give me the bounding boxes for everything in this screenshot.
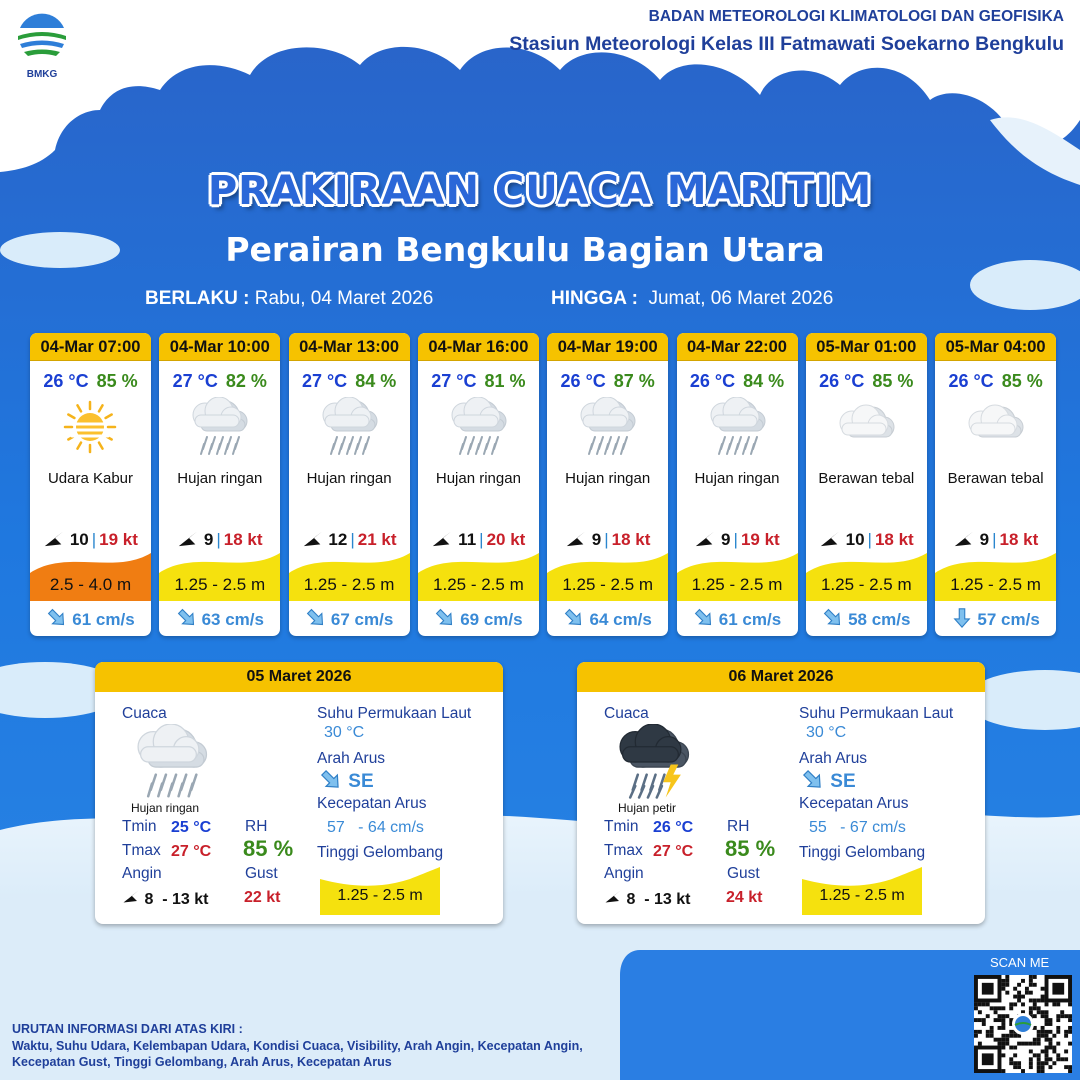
humidity: 81 % [484,371,526,391]
gust-speed: 18 kt [999,530,1039,549]
qr-code-icon [974,975,1072,1073]
gust-speed: 19 kt [740,530,780,549]
humidity: 85 % [872,371,914,391]
air-temp: 27 °C [301,371,348,391]
separator: | [91,530,97,549]
valid-from-label: BERLAKU : [145,288,250,309]
sst-label: Suhu Permukaan Laut [799,705,954,722]
tmin-label: Tmin [122,818,157,835]
weather-icon [319,397,379,457]
tmin-label: Tmin [604,818,639,835]
wave-height: 1.25 - 2.5 m [303,575,395,594]
separator: | [733,530,738,549]
valid-to-label: HINGGA : [551,288,638,309]
current-row [418,607,539,630]
kec-to: - 67 cm/s [840,819,906,836]
air-temp: 26 °C [43,371,89,391]
gust-label: Gust [245,865,278,882]
gust-label: Gust [727,865,760,882]
current-direction-icon [434,607,456,629]
kec-to: - 64 cm/s [358,819,424,836]
arus-value [801,768,856,798]
arus-label: Arah Arus [799,750,868,767]
current-speed: 58 cm/s [848,610,911,629]
gust-speed: 21 kt [357,530,397,549]
forecast-card [159,333,280,636]
scan-label: SCAN ME [990,955,1050,970]
light-rain-icon [189,397,249,457]
daily-date: 05 Maret 2026 [95,662,503,692]
bmkg-logo [14,10,74,80]
wind-direction-icon [122,886,140,904]
current-direction-icon [822,607,844,629]
daily-wind [604,886,691,909]
humidity: 82 % [225,371,267,391]
wave-height: 2.5 - 4.0 m [49,575,132,594]
wave-height: 1.25 - 2.5 m [950,575,1041,594]
kec-value [809,819,906,837]
page-subtitle: Perairan Bengkulu Bagian Utara [225,230,825,269]
daily-summary-panel [577,662,985,924]
kec-from: 55 [809,819,827,836]
daily-wind [122,886,209,909]
current-direction-icon [305,607,327,629]
light-rain-icon [577,397,637,457]
separator: | [867,530,872,549]
logo-text: BMKG [26,69,58,80]
daily-weather-icon [133,724,209,805]
temp-rh [159,371,280,392]
tmin-value: 25 °C [171,819,212,836]
kec-label: Kecepatan Arus [317,795,427,812]
air-temp: 26 °C [819,371,865,391]
forecast-time: 05-Mar 01:00 [806,333,927,361]
light-rain-icon [319,397,379,457]
weather-condition: Hujan ringan [694,470,780,487]
current-direction-icon [693,607,715,629]
temp-rh [806,371,927,392]
kec-value [327,819,424,837]
haze-sun-icon [60,397,120,457]
daily-date: 06 Maret 2026 [577,662,985,692]
weather-condition: Hujan ringan [435,470,521,487]
bmkg-logo-icon [14,10,74,62]
footer-heading: URUTAN INFORMASI DARI ATAS KIRI : [12,1022,243,1036]
separator: | [350,530,355,549]
current-speed: 69 cm/s [460,610,523,629]
forecast-card [289,333,410,636]
wind-speed: 9 [979,530,990,549]
agency-name: BADAN METEOROLOGI KLIMATOLOGI DAN GEOFISIKA [648,8,1064,25]
angin-label: Angin [604,865,644,882]
arus-dir: SE [348,771,374,792]
wind-speed: 9 [203,530,214,549]
weather-icon [60,397,120,457]
tmax-label: Tmax [122,842,161,859]
separator: | [216,530,221,549]
wind-speed: 9 [591,530,602,549]
current-direction-icon [801,768,825,792]
air-temp: 26 °C [689,371,736,391]
current-speed: 67 cm/s [330,610,394,629]
current-direction-icon [46,607,68,629]
tmax-value: 27 °C [171,843,212,860]
wind-speed: 11 [458,530,477,549]
rh-label: RH [727,818,750,835]
weather-icon [836,397,896,457]
forecast-time: 04-Mar 19:00 [547,333,668,361]
overcast-icon [836,397,896,457]
valid-to [551,288,833,310]
wind-speed: 12 [328,530,348,549]
weather-icon [189,397,249,457]
forecast-time: 04-Mar 22:00 [677,333,798,361]
temp-rh [418,371,539,392]
current-row [677,607,798,630]
forecast-time: 04-Mar 07:00 [30,333,151,361]
arus-dir: SE [830,771,856,792]
cuaca-label: Cuaca [604,705,649,722]
current-speed: 57 cm/s [977,610,1040,629]
thunderstorm-icon [615,724,691,800]
agency-header [509,8,1064,56]
humidity: 84 % [355,371,397,391]
qr-code[interactable] [974,975,1072,1073]
daily-condition: Hujan petir [617,801,677,815]
page-title: PRAKIRAAN CUACA MARITIM [207,168,873,214]
separator: | [992,530,997,549]
daily-summary-panel [95,662,503,924]
arus-label: Arah Arus [317,750,386,767]
weather-icon [577,397,637,457]
forecast-time: 04-Mar 16:00 [418,333,539,361]
overcast-icon [965,397,1025,457]
weather-condition: Berawan tebal [818,470,915,487]
current-direction-icon [319,768,343,792]
gust-speed: 19 kt [99,530,138,549]
forecast-card [677,333,798,636]
tmin-value: 26 °C [653,819,694,836]
daily-condition: Hujan ringan [130,801,200,815]
tmax-label: Tmax [604,842,643,859]
daily-wave-height: 1.25 - 2.5 m [337,887,423,904]
valid-from-value: Rabu, 04 Maret 2026 [254,288,434,309]
forecast-card [806,333,927,636]
sst-label: Suhu Permukaan Laut [317,705,472,722]
current-speed: 61 cm/s [718,610,782,629]
cuaca-label: Cuaca [122,705,167,722]
humidity: 85 % [96,371,138,391]
humidity: 84 % [743,371,785,391]
daily-weather-icon [615,724,691,805]
air-temp: 27 °C [172,371,218,391]
wave-height: 1.25 - 2.5 m [174,575,266,594]
wind-to: - 13 kt [162,891,209,908]
daily-wave-height: 1.25 - 2.5 m [819,887,905,904]
temp-rh [289,371,410,392]
forecast-card [418,333,539,636]
weather-icon [707,397,767,457]
current-row [159,607,280,630]
kec-label: Kecepatan Arus [799,795,909,812]
weather-icon [965,397,1025,457]
air-temp: 27 °C [431,371,477,391]
current-row [289,607,410,630]
humidity: 85 % [1001,371,1043,391]
wave-height: 1.25 - 2.5 m [562,575,654,594]
temp-rh [935,371,1056,392]
light-rain-icon [448,397,508,457]
wave-label: Tinggi Gelombang [799,844,926,861]
wave-height: 1.25 - 2.5 m [691,575,783,594]
temp-rh [547,371,668,392]
weather-condition: Udara Kabur [47,470,134,487]
wind-to: - 13 kt [644,891,691,908]
forecast-time: 05-Mar 04:00 [935,333,1056,361]
separator: | [604,530,609,549]
valid-to-value: Jumat, 06 Maret 2026 [648,288,834,309]
separator: | [479,530,484,549]
current-row [30,607,151,630]
wave-height: 1.25 - 2.5 m [820,575,912,594]
arus-value [319,768,374,798]
footer-legend [12,1022,612,1070]
current-row [547,607,668,630]
weather-condition: Berawan tebal [947,470,1044,487]
wind-speed: 10 [69,530,89,549]
wave-height: 1.25 - 2.5 m [433,575,524,594]
valid-from [145,288,433,310]
weather-icon [448,397,508,457]
wind-speed: 10 [845,530,865,549]
gust-speed: 20 kt [486,530,526,549]
current-row [935,607,1056,630]
rh-value: 85 % [725,836,776,861]
weather-condition: Hujan ringan [177,470,263,487]
gust-value: 22 kt [244,889,281,906]
current-direction-icon [563,607,585,629]
kec-from: 57 [327,819,345,836]
humidity: 87 % [613,371,655,391]
wind-speed: 9 [721,530,731,549]
temp-rh [30,371,151,392]
angin-label: Angin [122,865,162,882]
gust-value: 24 kt [726,889,763,906]
light-rain-icon [133,724,209,800]
wave-label: Tinggi Gelombang [317,844,444,861]
footer-text: Waktu, Suhu Udara, Kelembapan Udara, Kondisi Cuaca, Visibility, Arah Angin, Kecepatan Angin, Kecepatan Gust, Tinggi Gelombang, Arah Arus, Kecepatan Arus [12,1039,583,1069]
forecast-time: 04-Mar 10:00 [159,333,280,361]
current-speed: 64 cm/s [589,610,652,629]
current-speed: 63 cm/s [201,610,264,629]
tmax-value: 27 °C [653,843,694,860]
rh-value: 85 % [243,836,294,861]
sst-value: 30 °C [806,724,847,741]
forecast-card [30,333,151,636]
station-name: Stasiun Meteorologi Kelas III Fatmawati Soekarno Bengkulu [509,33,1064,55]
gust-speed: 18 kt [223,530,263,549]
temp-rh [677,371,798,392]
forecast-card [547,333,668,636]
gust-speed: 18 kt [874,530,914,549]
wind-direction-icon [604,886,622,904]
current-row [806,607,927,630]
weather-condition: Hujan ringan [565,470,651,487]
light-rain-icon [707,397,767,457]
sst-value: 30 °C [324,724,365,741]
gust-speed: 18 kt [611,530,651,549]
current-direction-icon [951,607,973,629]
wind-from: 8 [144,891,154,908]
forecast-card [935,333,1056,636]
air-temp: 26 °C [948,371,994,391]
forecast-time: 04-Mar 13:00 [289,333,410,361]
current-speed: 61 cm/s [72,610,135,629]
rh-label: RH [245,818,268,835]
air-temp: 26 °C [560,371,606,391]
current-direction-icon [176,607,198,629]
weather-condition: Hujan ringan [306,470,392,487]
wind-from: 8 [626,891,636,908]
